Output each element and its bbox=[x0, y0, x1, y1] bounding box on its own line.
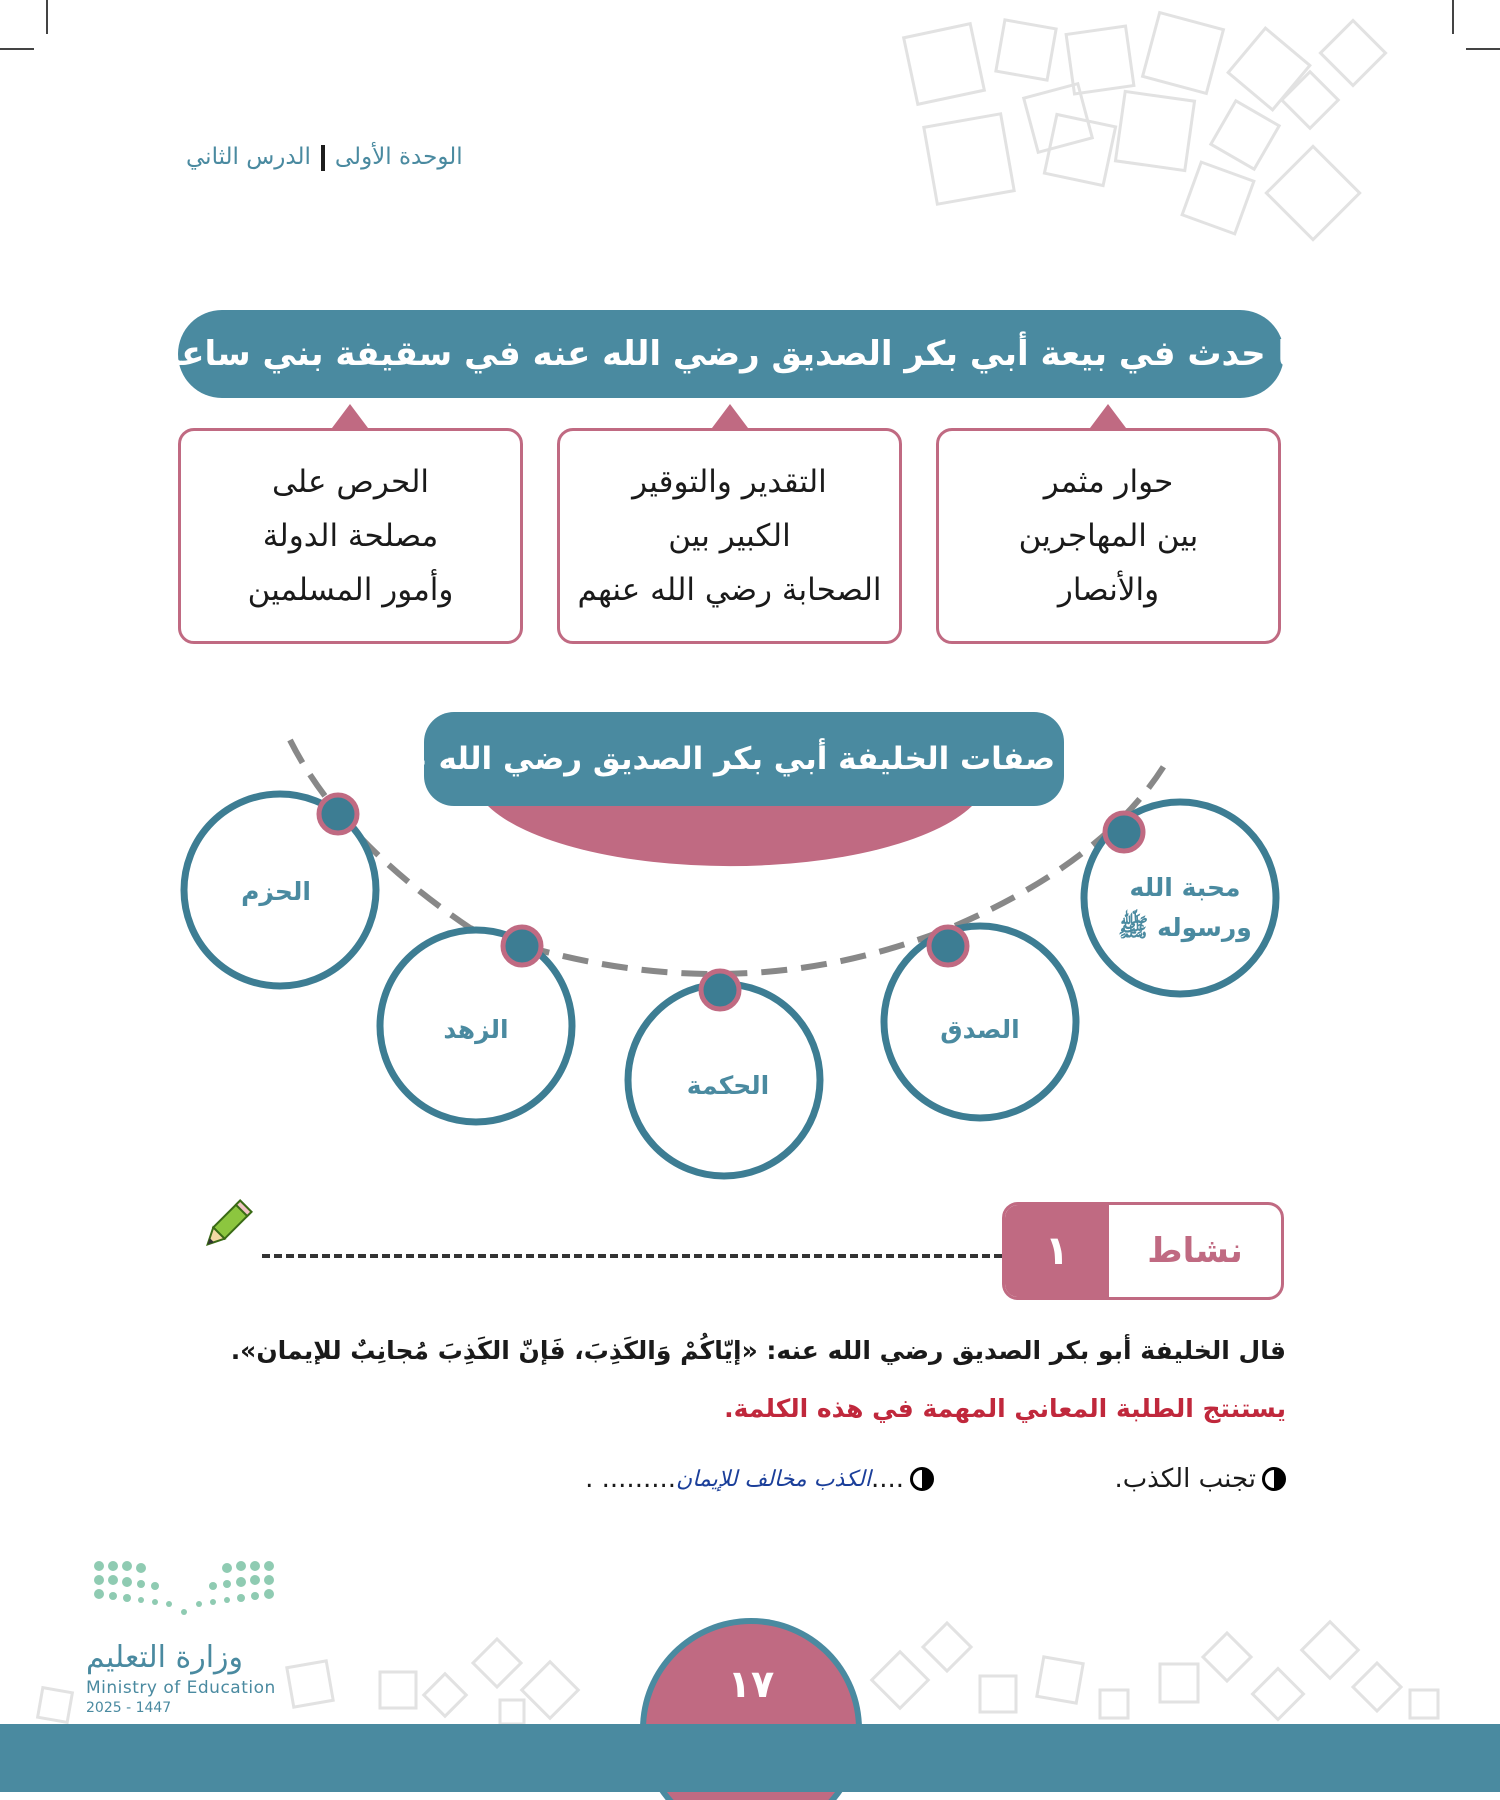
lesson-title: الدرس الثاني bbox=[186, 144, 311, 170]
trait-line: محبة الله bbox=[1129, 873, 1241, 902]
trait-knot bbox=[929, 927, 967, 965]
event-box-line: الكبير بين bbox=[668, 518, 791, 554]
activity-dashed-line bbox=[262, 1254, 1002, 1258]
activity-quote: قال الخليفة أبو بكر الصديق رضي الله عنه: «إيّاكُمْ وَالكَذِبَ، فَإنّ الكَذِبَ مُجانِبٌ للإيمان». bbox=[230, 1336, 1286, 1365]
answer-prefix: .... bbox=[870, 1464, 904, 1494]
event-box-line: والأنصار bbox=[1057, 572, 1160, 608]
section1-title: ممّا حدث في بيعة أبي بكر الصديق رضي الله عنه في سقيفة بني ساعدة: bbox=[178, 310, 1284, 398]
activity-instruction: يستنتج الطلبة المعاني المهمة في هذه الكلمة. bbox=[724, 1394, 1286, 1423]
ministry-logo-icon bbox=[84, 1556, 284, 1636]
trait-line: الحزم bbox=[241, 877, 311, 906]
trait-line: ورسوله ﷺ bbox=[1118, 913, 1252, 942]
event-box-line: الحرص على bbox=[271, 464, 430, 500]
trait-knot bbox=[1105, 813, 1143, 851]
answer-item-2[interactable] bbox=[585, 1464, 934, 1494]
footer-bar bbox=[0, 1724, 1500, 1792]
trait-line: الصدق bbox=[940, 1015, 1020, 1044]
trait-label-wisdom bbox=[648, 1066, 808, 1106]
event-box-line: وأمور المسلمين bbox=[247, 572, 454, 608]
event-box-line: حوار مثمر bbox=[1043, 464, 1174, 500]
answer-handwritten[interactable]: الكذب مخالف للإيمان bbox=[676, 1466, 871, 1492]
trait-knot bbox=[503, 927, 541, 965]
trait-label-asceticism bbox=[396, 1010, 556, 1050]
trait-line: الحكمة bbox=[686, 1071, 770, 1100]
unit-title: الوحدة الأولى bbox=[334, 144, 463, 170]
section2-title: من صفات الخليفة أبي بكر الصديق رضي الله عنه bbox=[424, 712, 1064, 806]
activity-label: نشاط bbox=[1147, 1231, 1243, 1271]
page-number: ١٧ bbox=[727, 1662, 775, 1706]
banner-semicircle bbox=[488, 806, 972, 866]
ministry-year: 2025 - 1447 bbox=[86, 1700, 172, 1716]
event-box-line: التقدير والتوقير bbox=[632, 464, 827, 500]
answer-suffix: ......... . bbox=[585, 1464, 677, 1494]
half-circle-bullet-icon bbox=[910, 1467, 934, 1491]
trait-label-resolve bbox=[196, 872, 356, 912]
answer-text: تجنب الكذب. bbox=[1114, 1464, 1256, 1494]
answer-item-1 bbox=[1114, 1464, 1286, 1494]
activity-badge bbox=[1002, 1202, 1284, 1300]
trait-line: الزهد bbox=[443, 1015, 509, 1044]
trait-knot bbox=[701, 971, 739, 1009]
activity-number: ١ bbox=[1005, 1205, 1109, 1297]
trait-knot bbox=[319, 795, 357, 833]
ministry-name-arabic: وزارة التعليم bbox=[86, 1640, 244, 1675]
trait-label-love bbox=[1100, 868, 1270, 948]
ministry-name-english: Ministry of Education bbox=[86, 1678, 276, 1698]
event-box-line: الصحابة رضي الله عنهم bbox=[577, 572, 882, 608]
event-box-line: مصلحة الدولة bbox=[262, 518, 439, 554]
half-circle-bullet-icon bbox=[1262, 1467, 1286, 1491]
trait-label-honesty bbox=[900, 1010, 1060, 1050]
pencil-icon bbox=[196, 1196, 256, 1256]
event-box-line: بين المهاجرين bbox=[1018, 518, 1199, 554]
